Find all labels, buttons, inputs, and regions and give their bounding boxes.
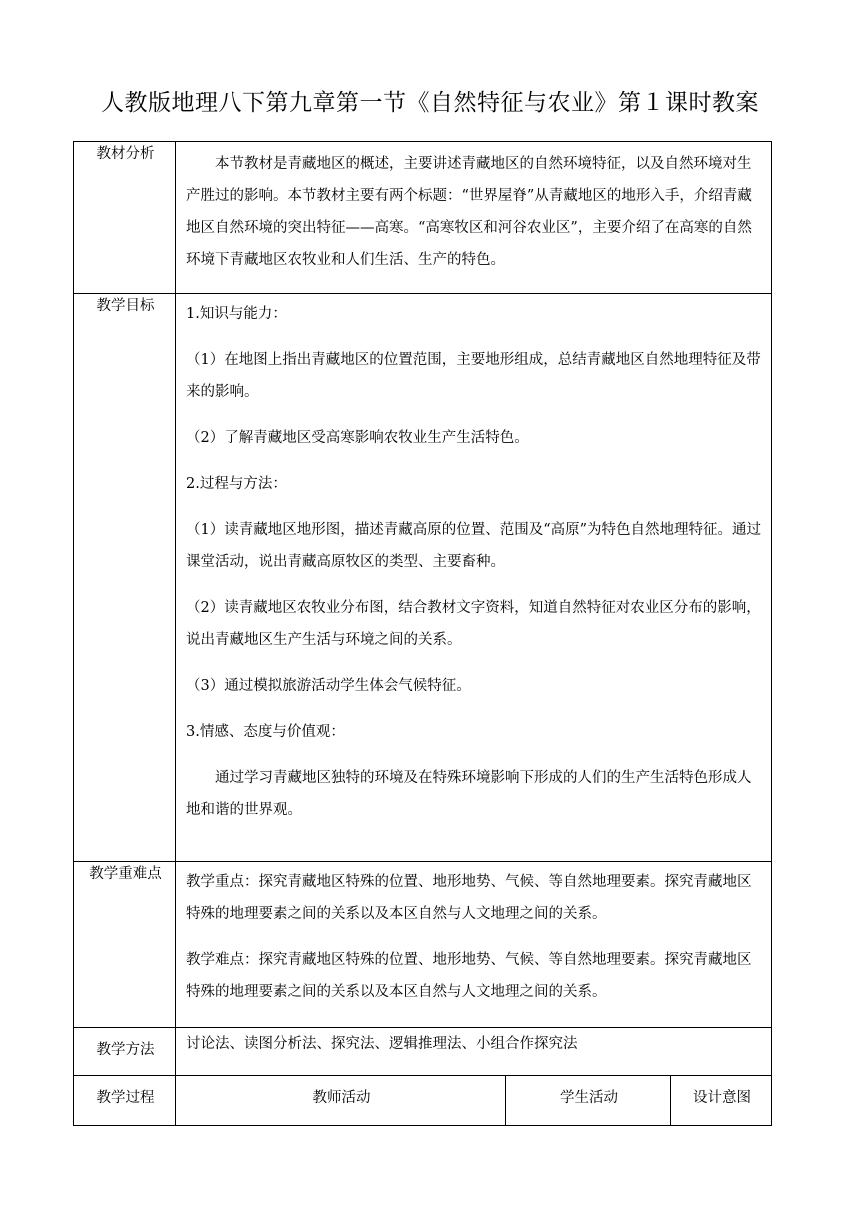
lesson-plan-table	[73, 141, 772, 1126]
goals-heading-process: 2.过程与方法：	[186, 476, 287, 492]
analysis-row	[74, 142, 772, 294]
methods-text: 讨论法、读图分析法、探究法、逻辑推理法、小组合作探究法	[186, 1036, 578, 1052]
analysis-text: 本节教材是青藏地区的概述，主要讲述青藏地区的自然环境特征，以及自然环境对生产胜过的影响。本节教材主要有两个标题：“世界屋脊”从青藏地区的地形入手，介绍青藏地区自然环境的突出特征——高寒。“高寒牧区和河谷农业区”，主要介绍了在高寒的自然环境下青藏地区农牧业和人们生活、生产的特色。	[186, 156, 752, 268]
methods-content	[176, 1028, 772, 1076]
process-header-row	[74, 1076, 772, 1126]
goals-process-1: （1）读青藏地区地形图，描述青藏高原的位置、范围及“高原”为特色自然地理特征。通过课堂活动，说出青藏高原牧区的类型、主要畜种。	[186, 522, 762, 570]
methods-label: 教学方法	[74, 1028, 176, 1076]
process-intent-header: 设计意图	[671, 1076, 772, 1126]
goals-process-3: （3）通过模拟旅游活动学生体会气候特征。	[186, 678, 471, 694]
goals-heading-knowledge: 1.知识与能力：	[186, 306, 287, 322]
keypoints-row	[74, 862, 772, 1028]
goals-row	[74, 294, 772, 862]
keypoints-difficulty: 教学难点：探究青藏地区特殊的位置、地形地势、气候、等自然地理要素。探究青藏地区特殊的地理要素之间的关系以及本区自然与人文地理之间的关系。	[186, 952, 752, 1000]
goals-attitude-1: 通过学习青藏地区独特的环境及在特殊环境影响下形成的人们的生产生活特色形成人地和谐的世界观。	[186, 770, 752, 818]
keypoints-focus: 教学重点：探究青藏地区特殊的位置、地形地势、气候、等自然地理要素。探究青藏地区特殊的地理要素之间的关系以及本区自然与人文地理之间的关系。	[186, 874, 752, 922]
process-student-header: 学生活动	[506, 1076, 671, 1126]
document-title: 人教版地理八下第九章第一节《自然特征与农业》第１课时教案	[101, 90, 759, 116]
goals-content	[176, 294, 772, 862]
analysis-content	[176, 142, 772, 294]
goals-heading-attitude: 3.情感、态度与价值观：	[186, 724, 345, 740]
keypoints-content	[176, 862, 772, 1028]
methods-row	[74, 1028, 772, 1076]
process-label: 教学过程	[74, 1076, 176, 1126]
goals-label: 教学目标	[74, 294, 176, 862]
process-teacher-header: 教师活动	[176, 1076, 506, 1126]
analysis-label: 教材分析	[74, 142, 176, 294]
goals-process-2: （2）读青藏地区农牧业分布图，结合教材文字资料，知道自然特征对农业区分布的影响，说出青藏地区生产生活与环境之间的关系。	[186, 600, 761, 648]
keypoints-label: 教学重难点	[74, 862, 176, 1028]
goals-knowledge-1: （1）在地图上指出青藏地区的位置范围，主要地形组成，总结青藏地区自然地理特征及带来的影响。	[186, 352, 761, 400]
goals-knowledge-2: （2）了解青藏地区受高寒影响农牧业生产生活特色。	[186, 430, 529, 446]
